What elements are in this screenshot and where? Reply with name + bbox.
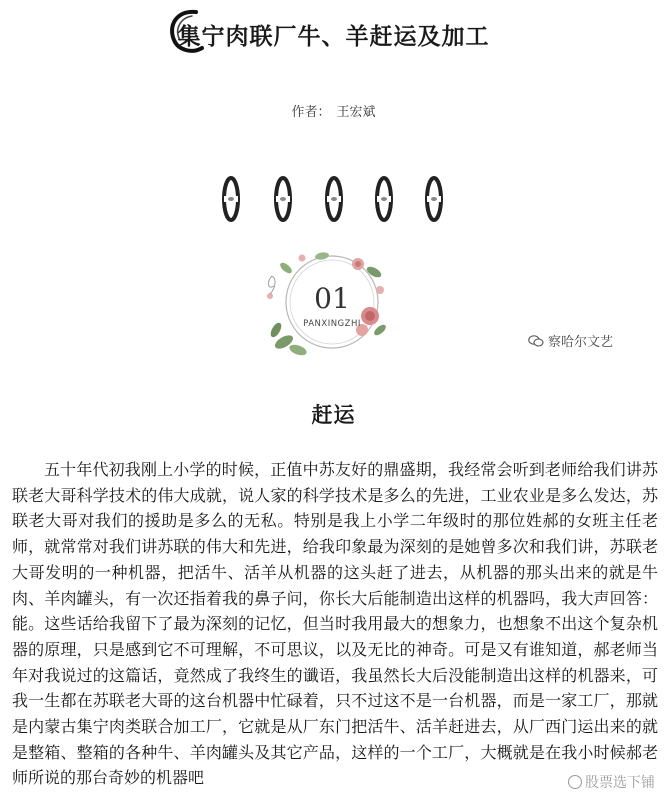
section-title: 赶运 — [311, 403, 356, 427]
cover-caption: PANXINGZHI — [303, 319, 361, 329]
author-name: 王宏斌 — [336, 105, 376, 120]
weibo-icon — [568, 775, 582, 789]
weibo-account-name: 股票选下铺 — [585, 775, 655, 791]
binder-rings — [210, 176, 450, 222]
binder-ring-icon — [323, 176, 345, 222]
binder-ring-icon — [423, 176, 445, 222]
binder-ring-icon — [220, 176, 242, 222]
title-area — [0, 6, 667, 58]
binder-ring-icon — [373, 176, 395, 222]
wechat-watermark — [528, 331, 613, 350]
binder-ring-icon — [272, 176, 294, 222]
wechat-account-name: 察哈尔文艺 — [548, 335, 614, 350]
flower-wreath — [262, 246, 402, 368]
weibo-watermark — [566, 772, 657, 792]
author-label: 作者： — [291, 105, 331, 120]
wechat-icon — [528, 335, 544, 347]
article-title: 集宁肉联厂牛、羊赶运及加工 — [177, 24, 490, 50]
body-paragraph: 五十年代初我刚上小学的时候，正值中苏友好的鼎盛期，我经常会听到老师给我们讲苏联老大哥科学技术的伟大成就，说人家的科学技术是多么的先进，工业农业是多么发达，苏联老大哥对我们的援助是多么的无私。特别是我上小学二年级时的那位姓郝的女班主任老师，就常常对我们讲苏联的伟大和先进，给我印象最为深刻的是她曾多次和我们讲，苏联老大哥发明的一种机器，把活牛、活羊从机器的这头赶了进去，从机器的那头出来的就是牛肉、羊肉罐头，有一次还指着我的鼻子问，你长大后能制造出这样的机器吗，我大声回答：能。这些话给我留下了最为深刻的记忆，但当时我用最大的想象力，也想象不出这个复杂机器的原理，只是感到它不可理解，不可思议，以及无比的神奇。可是又有谁知道，郝老师当年对我说过的这篇话，竟然成了我终生的谶语，我虽然长大后没能制造出这样的机器来，可我一生都在苏联老大哥的这台机器中忙碌着，只不过这不是一台机器，而是一家工厂，那就是内蒙古集宁肉类联合加工厂，它就是从厂东门把活牛、活羊赶进去，从厂西门运出来的就是整箱、整箱的各种牛、羊肉罐头及其它产品，这样的一个工厂，大概就是在我小时候郝老师所说的那台奇妙的机器吧 — [12, 460, 658, 788]
cover-number: 01 — [314, 282, 350, 315]
author-line — [0, 101, 667, 120]
